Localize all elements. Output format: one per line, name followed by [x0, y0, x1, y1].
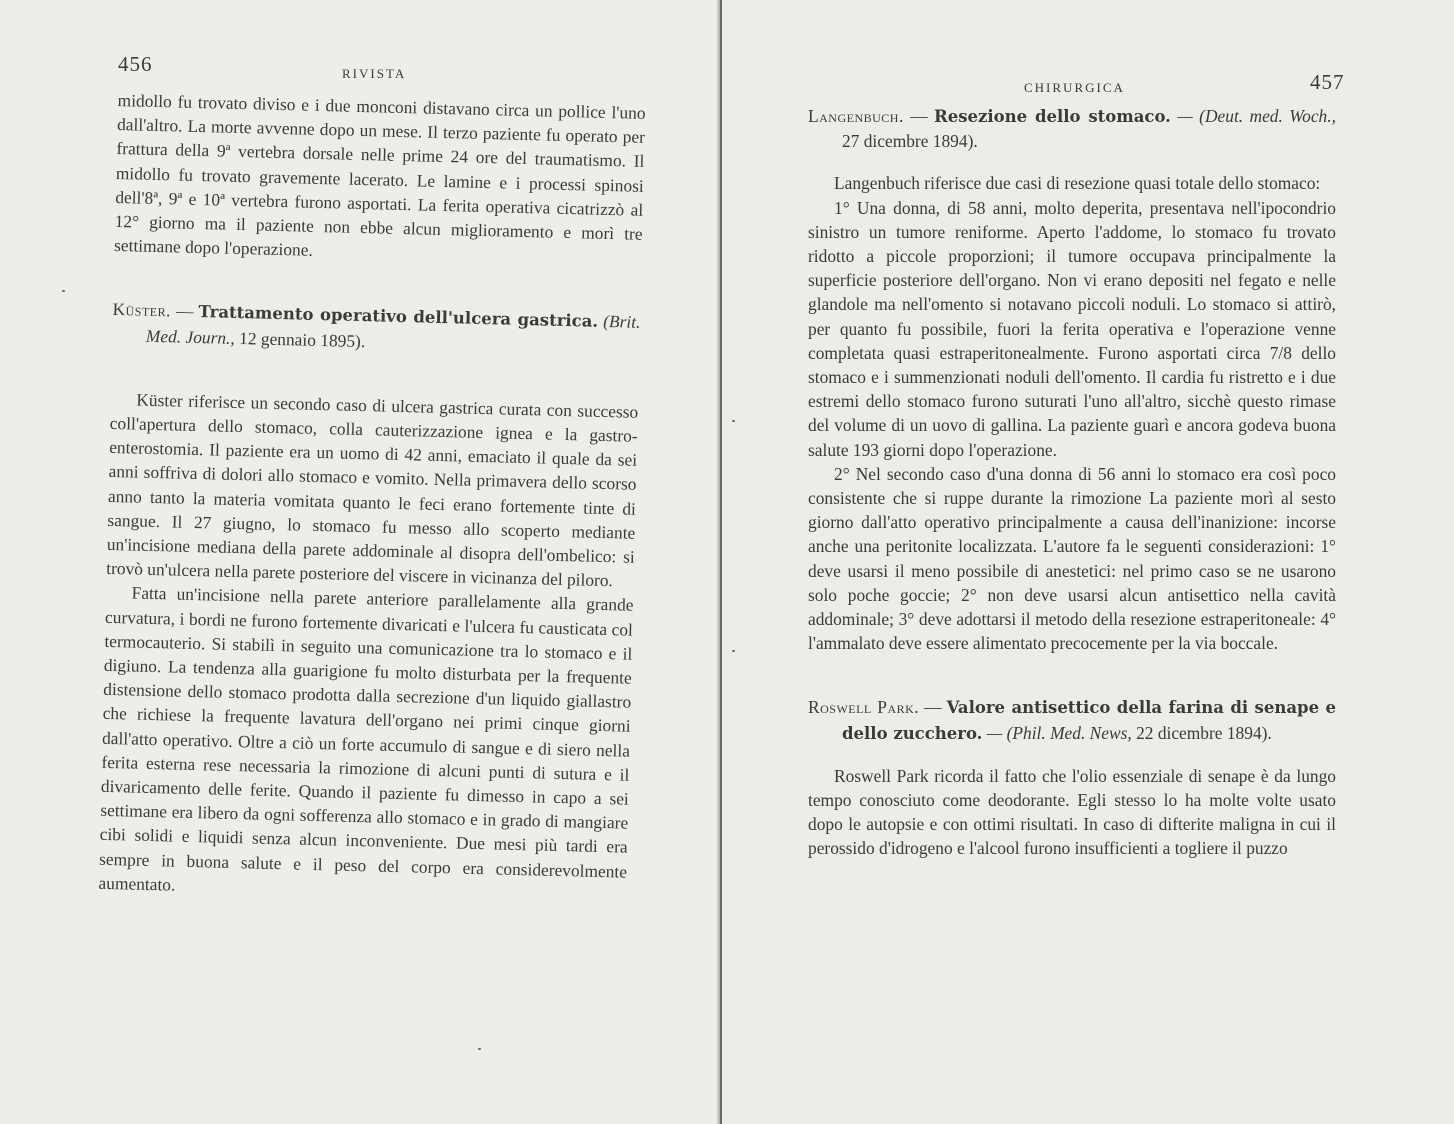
left-text-block: [98, 88, 646, 908]
heading-dash: —: [910, 106, 928, 126]
article-author: Roswell Park.: [808, 697, 920, 718]
article-date: 12 gennaio 1895).: [238, 327, 366, 351]
page-blemish: [732, 650, 735, 652]
article-heading: [808, 104, 1336, 153]
page-blemish: [732, 420, 735, 422]
page-number-right: 457: [1310, 70, 1345, 94]
running-head-right: CHIRURGICA: [1024, 80, 1125, 95]
left-page: [0, 0, 722, 1124]
running-head-left: RIVISTA: [342, 66, 407, 81]
body-paragraph: Fatta un'incisione nella parete anteriore parallelamente alla grande curvatura, i bordi ne furono fortemente divaricati e l'ulcera fu causticata col termocauterio. Si stabilì in seguito una comunicazione tra lo stomaco e il digiuno. La tendenza alla guarigione fu molto disturbata per la frequente distensione dello stomaco prodotta dalla secrezione d'un liquido giallastro che richiese la frequente lavatura dell'organo nei primi cinque giorni dall'atto operativo. Oltre a ciò un forte accumulo di sangue e di siero nella ferita esterna rese necessaria la rimozione di alcuni punti di sutura e il divaricamento delle ferite. Quando il paziente fu dimesso in capo a sei settimane era libero da ogni sofferenza allo stomaco e in grado di mangiare cibi solidi e liquidi senza alcun inconveniente. Due mesi più tardi era sempre in buona salute e il peso del corpo era considerevolmente aumentato.: [98, 582, 634, 895]
body-paragraph: Langenbuch riferisce due casi di resezione quasi totale dello stomaco:: [834, 173, 1321, 194]
page-number-left: 456: [118, 52, 153, 76]
article-title: Trattamento operativo dell'ulcera gastrica.: [198, 302, 599, 332]
page-blemish: [478, 1048, 481, 1050]
article-date: 22 dicembre 1894).: [1136, 722, 1272, 743]
article-title: Valore antisettico della farina di senape e dello zucchero.: [842, 698, 1336, 743]
article-journal: (Brit. Med. Journ.,: [145, 311, 641, 348]
article-heading: [808, 695, 1336, 745]
article-author: Langenbuch.: [808, 106, 904, 126]
article-title: Resezione dello stomaco.: [934, 107, 1171, 126]
article-journal: — (Deut. med. Woch.,: [1177, 106, 1336, 126]
page-blemish: [62, 290, 65, 292]
heading-dash: —: [924, 697, 942, 718]
body-paragraph: 1° Una donna, di 58 anni, molto deperita, presentava nell'ipocondrio sinistro un tumore reniforme. Aperto l'addome, lo stomaco fu trovato ridotto a piccole proporzioni; il tumore occupava principalmente la superficie posteriore dell'organo. Non vi erano depositi nel fegato e nelle glandole ma nell'omento si notavano piccoli noduli. Lo stomaco si attirò, per quanto fu possibile, fuori la ferita operativa e l'operazione venne completata quasi estraperitonealmente. Furono asportati circa 7/8 dello stomaco e i summenzionati noduli dell'omento. Il cardia fu ristretto e i due estremi dello stomaco furono suturati l'uno all'altro, sicchè questo rimase del volume di un uovo di gallina. La paziente guarì e ancora godeva buona salute 193 giorni dopo l'operazione.: [808, 197, 1336, 460]
body-paragraph: Küster riferisce un secondo caso di ulcera gastrica curata con successo coll'apertura dello stomaco, colla cauterizzazione ignea e la gastro-enterostomia. Il paziente era un uomo di 42 anni, emaciato il quale da sei anni soffriva di dolori allo stomaco e vomito. Nella primavera dello scorso anno tanto la materia vomitata quanto le feci erano fortemente tinte di sangue. Il 27 giugno, lo stomaco fu messo allo scoperto mediante un'incisione mediana della parete addominale al disopra dell'ombelico: si trovò un'ulcera nella parete posteriore del viscere in vicinanza del piloro.: [106, 389, 639, 591]
right-page: [722, 0, 1454, 1124]
right-text-block: [808, 104, 1336, 861]
body-paragraph: 2° Nel secondo caso d'una donna di 56 anni lo stomaco era così poco consistente che si ruppe durante la rimozione La paziente morì al sesto giorno dall'atto operativo principalmente a causa dell'inanizione: incorse anche una peritonite localizzata. L'autore fa le seguenti considerazioni: 1° deve usarsi il meno possibile di anestetici: nel primo caso se ne usarono solo poche goccie; 2° non deve usarsi alcun antisettico nella cavità addominale; 3° deve adottarsi il metodo della resezione estraperitoneale: 4° l'ammalato deve essere alimentato precocemente per la via boccale.: [808, 463, 1336, 654]
heading-dash: —: [175, 300, 194, 322]
continuation-paragraph: midollo fu trovato diviso e i due monconi distavano circa un pollice l'uno dall'altro. La morte avvenne dopo un mese. Il terzo paziente fu operato per frattura della 9ª vertebra dorsale nelle prime 24 ore del traumatismo. Il midollo fu trovato gravemente lacerato. Le lamine e i processi spinosi dell'8ª, 9ª e 10ª vertebra furono asportati. La ferita operativa cicatrizzò al 12° giorno ma il paziente non ebbe alcun miglioramento e morì tre settimane dopo l'operazione.: [113, 89, 646, 261]
article-date: 27 dicembre 1894).: [842, 131, 978, 152]
article-journal: — (Phil. Med. News,: [986, 722, 1132, 743]
body-paragraph: Roswell Park ricorda il fatto che l'olio essenziale di senape è da lungo tempo conosciuto come deodorante. Egli stesso lo ha molte volte usato dopo le autopsie e con ottimi risultati. In caso di difterite maligna in cui il perossido d'idrogeno e l'alcool furono insufficienti a togliere il puzzo: [808, 765, 1336, 859]
article-author: Küster.: [112, 299, 172, 321]
